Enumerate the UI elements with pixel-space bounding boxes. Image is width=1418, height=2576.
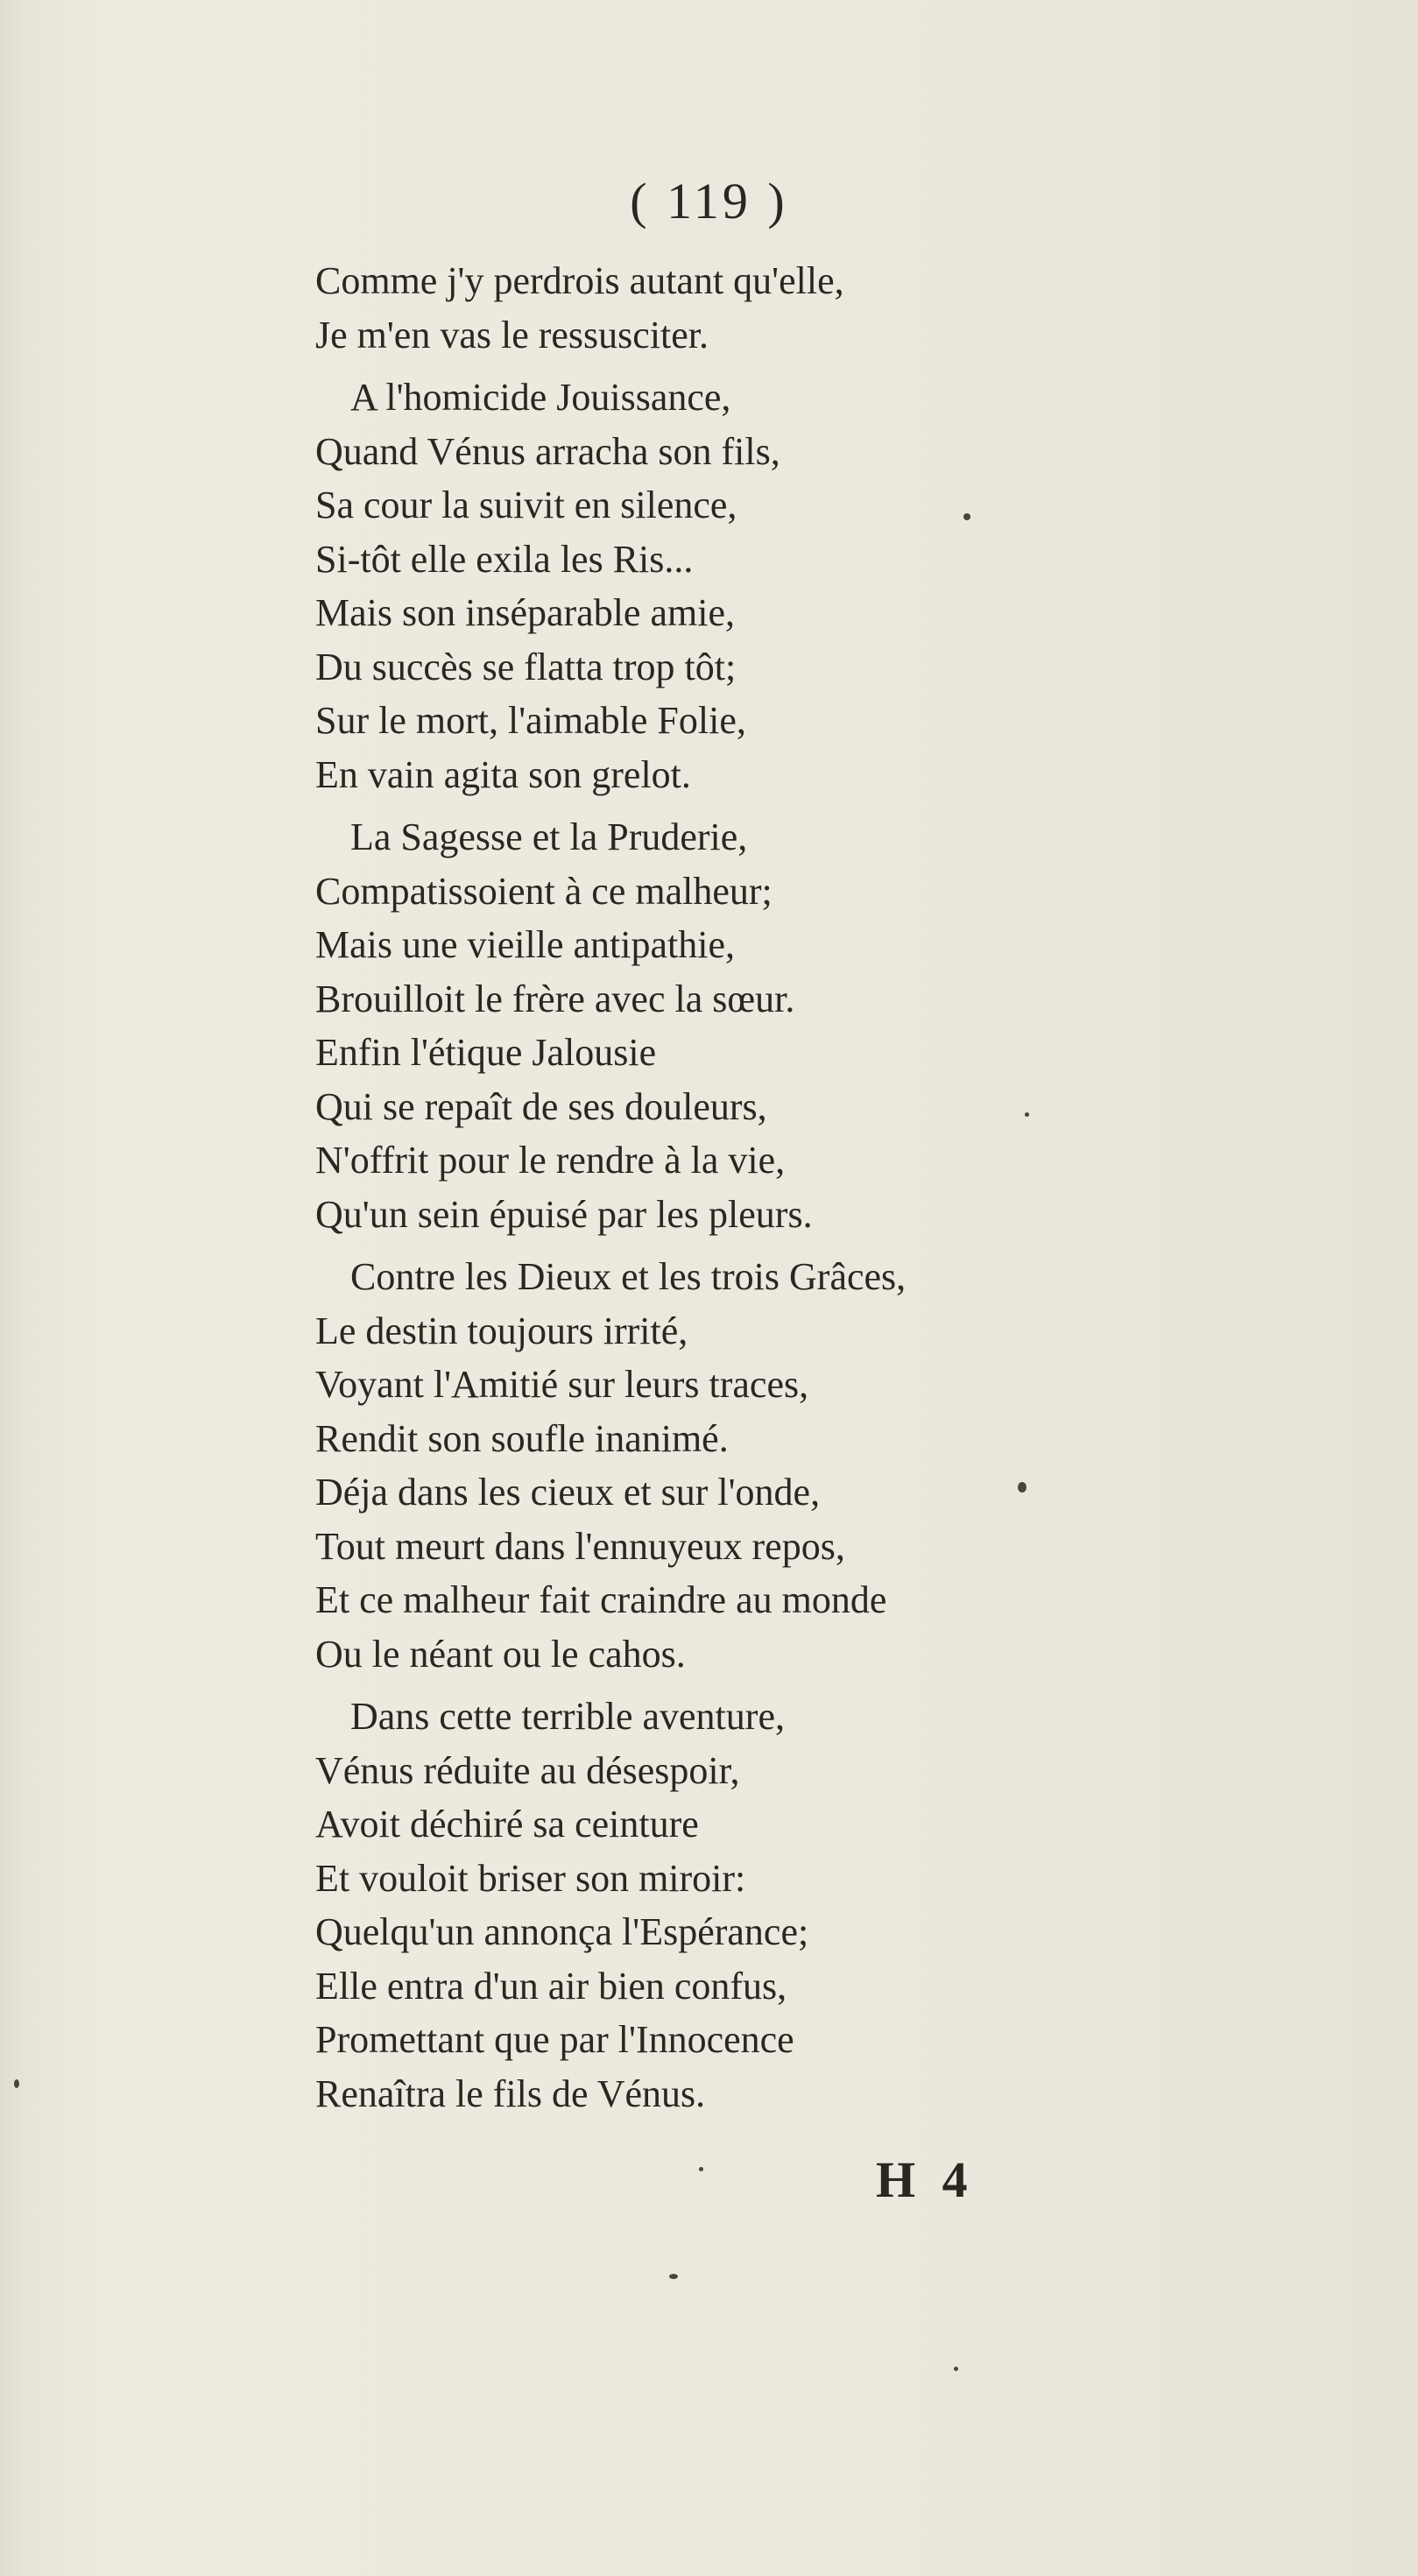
verse-line: Promettant que par l'Innocence <box>315 2018 794 2061</box>
signature-mark: H 4 <box>876 2151 975 2208</box>
poem-body <box>315 254 1191 2121</box>
verse-line: Sur le mort, l'aimable Folie, <box>315 699 746 742</box>
verse-line: Qui se repaît de ses douleurs, <box>315 1084 767 1128</box>
page-number: ( 119 ) <box>630 173 788 229</box>
verse-line: Mais une vieille antipathie, <box>315 923 735 966</box>
verse-line: Le destin toujours irrité, <box>315 1309 688 1352</box>
verse-line: Voyant l'Amitié sur leurs traces, <box>315 1363 809 1406</box>
stanza <box>315 371 1191 801</box>
verse-line: Vénus réduite au désespoir, <box>315 1748 740 1792</box>
verse-line: Et ce malheur fait craindre au monde <box>315 1578 887 1621</box>
verse-line: N'offrit pour le rendre à la vie, <box>315 1139 786 1182</box>
stanza <box>315 1690 1191 2121</box>
verse-line: Du succès se flatta trop tôt; <box>315 645 737 688</box>
verse-line: Rendit son soufle inanimé. <box>315 1416 729 1460</box>
verse-line: Sa cour la suivit en silence, <box>315 483 737 526</box>
stanza <box>315 1250 1191 1681</box>
verse-line: Si-tôt elle exila les Ris... <box>315 537 694 581</box>
verse-line: A l'homicide Jouissance, <box>350 376 731 419</box>
verse-line: Elle entra d'un air bien confus, <box>315 1964 787 2008</box>
verse-line: Ou le néant ou le cahos. <box>315 1632 686 1676</box>
verse-line: Quelqu'un annonça l'Espérance; <box>315 1910 809 1953</box>
verse-line: Quand Vénus arracha son fils, <box>315 429 780 473</box>
ink-spot <box>14 2079 19 2088</box>
verse-line: En vain agita son grelot. <box>315 752 691 796</box>
verse-line: Renaîtra le fils de Vénus. <box>315 2071 706 2115</box>
verse-line: Qu'un sein épuisé par les pleurs. <box>315 1192 813 1236</box>
verse-line: Déja dans les cieux et sur l'onde, <box>315 1471 821 1514</box>
verse-line: Dans cette terrible aventure, <box>350 1695 785 1738</box>
stanza <box>315 254 1191 362</box>
verse-line: Mais son inséparable amie, <box>315 591 735 634</box>
verse-line: La Sagesse et la Pruderie, <box>350 815 748 858</box>
verse-line: Comme j'y perdrois autant qu'elle, <box>315 259 844 302</box>
ink-spot <box>669 2274 678 2279</box>
verse-line: Et vouloit briser son miroir: <box>315 1856 746 1900</box>
stanza <box>315 810 1191 1241</box>
ink-spot <box>954 2367 958 2371</box>
ink-spot <box>699 2167 703 2171</box>
verse-line: Avoit déchiré sa ceinture <box>315 1803 699 1846</box>
verse-line: Contre les Dieux et les trois Grâces, <box>350 1255 907 1298</box>
verse-line: Tout meurt dans l'ennuyeux repos, <box>315 1524 845 1568</box>
verse-line: Je m'en vas le ressusciter. <box>315 313 709 356</box>
verse-line: Compatissoient à ce malheur; <box>315 869 772 913</box>
verse-line: Enfin l'étique Jalousie <box>315 1031 657 1074</box>
verse-line: Brouilloit le frère avec la sœur. <box>315 977 795 1020</box>
